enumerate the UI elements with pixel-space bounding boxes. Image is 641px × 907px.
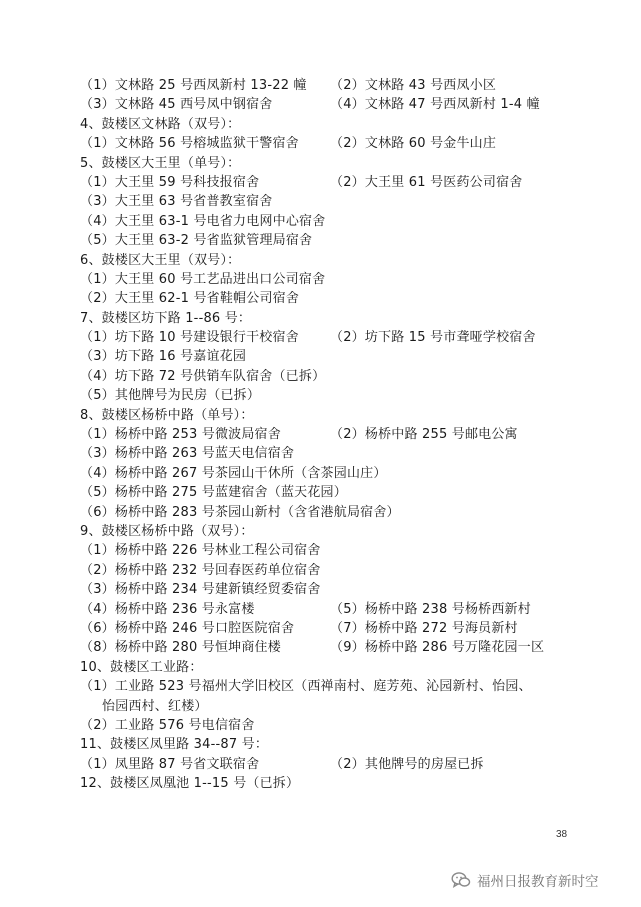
text-line: （4）杨桥中路 267 号茶园山干休所（含茶园山庄）	[80, 465, 387, 481]
text-line: 4、鼓楼区文林路（双号）：	[80, 116, 241, 132]
text-line	[80, 173, 620, 192]
text-line: 怡园西村、红楼）	[102, 698, 208, 714]
text-line: 10、鼓楼区工业路：	[80, 659, 203, 675]
text-line: 8、鼓楼区杨桥中路（单号）：	[80, 407, 254, 423]
text-line	[80, 600, 620, 619]
text-line-right: （2）其他牌号的房屋已拆	[330, 756, 484, 772]
watermark	[451, 869, 599, 891]
text-line: （2）杨桥中路 232 号回春医药单位宿舍	[80, 562, 321, 578]
text-line-left: （1）凤里路 87 号省文联宿舍	[80, 756, 260, 772]
text-line	[80, 76, 620, 95]
text-line: 7、鼓楼区坊下路 1--86 号：	[80, 310, 252, 326]
text-line: （1）杨桥中路 226 号林业工程公司宿舍	[80, 543, 321, 559]
text-line: （5）大王里 63-2 号省监狱管理局宿舍	[80, 233, 313, 249]
text-line: （6）杨桥中路 283 号茶园山新村（含省港航局宿舍）	[80, 504, 400, 520]
text-line: （3）杨桥中路 263 号蓝天电信宿舍	[80, 446, 295, 462]
text-line: （3）杨桥中路 234 号建新镇经贸委宿舍	[80, 582, 321, 598]
document-body	[80, 76, 620, 793]
text-line-left: （1）文林路 56 号榕城监狱干警宿舍	[80, 136, 299, 152]
text-line-left: （8）杨桥中路 280 号恒坤商住楼	[80, 640, 281, 656]
text-line: （2）大王里 62-1 号省鞋帽公司宿舍	[80, 291, 300, 307]
text-line	[80, 755, 620, 774]
text-line: 12、鼓楼区凤凰池 1--15 号（已拆）	[80, 776, 300, 792]
text-line-left: （1）大王里 59 号科技报宿舍	[80, 174, 260, 190]
text-line-right: （2）文林路 60 号金牛山庄	[330, 136, 497, 152]
text-line	[80, 638, 620, 657]
text-line: （4）大王里 63-1 号电省力电网中心宿舍	[80, 213, 326, 229]
text-line: （3）坊下路 16 号嘉谊花园	[80, 349, 247, 365]
text-line-right: （7）杨桥中路 272 号海员新村	[330, 620, 518, 636]
text-line-left: （6）杨桥中路 246 号口腔医院宿舍	[80, 620, 295, 636]
text-line: 11、鼓楼区凤里路 34--87 号：	[80, 737, 269, 753]
page-number: 38	[556, 829, 568, 840]
text-line-right: （2）坊下路 15 号市聋哑学校宿舍	[330, 330, 536, 346]
text-line	[80, 328, 620, 347]
text-line: （5）杨桥中路 275 号蓝建宿舍（蓝天花园）	[80, 485, 347, 501]
text-line-left: （1）杨桥中路 253 号微波局宿舍	[80, 427, 281, 443]
text-line: （5）其他牌号为民房（已拆）	[80, 388, 261, 404]
text-line-right: （2）杨桥中路 255 号邮电公寓	[330, 427, 518, 443]
text-line: （1）工业路 523 号福州大学旧校区（西禅南村、庭芳苑、沁园新村、怡园、	[80, 679, 532, 695]
text-line-left: （1）文林路 25 号西凤新村 13-22 幢	[80, 78, 307, 93]
text-line: 6、鼓楼区大王里（双号）：	[80, 252, 241, 268]
text-line	[80, 425, 620, 444]
text-line-right: （9）杨桥中路 286 号万隆花园一区	[330, 640, 545, 656]
text-line: （4）坊下路 72 号供销车队宿舍（已拆）	[80, 368, 326, 384]
watermark-text: 福州日报教育新时空	[477, 874, 599, 890]
text-line: 9、鼓楼区杨桥中路（双号）：	[80, 523, 254, 539]
text-line-left: （4）杨桥中路 236 号永富楼	[80, 601, 255, 617]
text-line-right: （2）文林路 43 号西凤小区	[330, 78, 497, 93]
text-line-left: （1）坊下路 10 号建设银行干校宿舍	[80, 330, 299, 346]
text-line-right: （5）杨桥中路 238 号杨桥西新村	[330, 601, 531, 617]
text-line-right: （2）大王里 61 号医药公司宿舍	[330, 174, 523, 190]
text-line-left: （3）文林路 45 西号凤中钢宿舍	[80, 97, 273, 113]
text-line: 5、鼓楼区大王里（单号）：	[80, 155, 241, 171]
wechat-icon	[451, 871, 471, 889]
text-line	[80, 619, 620, 638]
text-line: （2）工业路 576 号电信宿舍	[80, 717, 255, 733]
text-line-right: （4）文林路 47 号西凤新村 1-4 幢	[330, 97, 540, 113]
text-line	[80, 95, 620, 114]
text-line	[80, 134, 620, 153]
text-line: （3）大王里 63 号省普教室宿舍	[80, 194, 273, 210]
text-line: （1）大王里 60 号工艺品进出口公司宿舍	[80, 271, 326, 287]
